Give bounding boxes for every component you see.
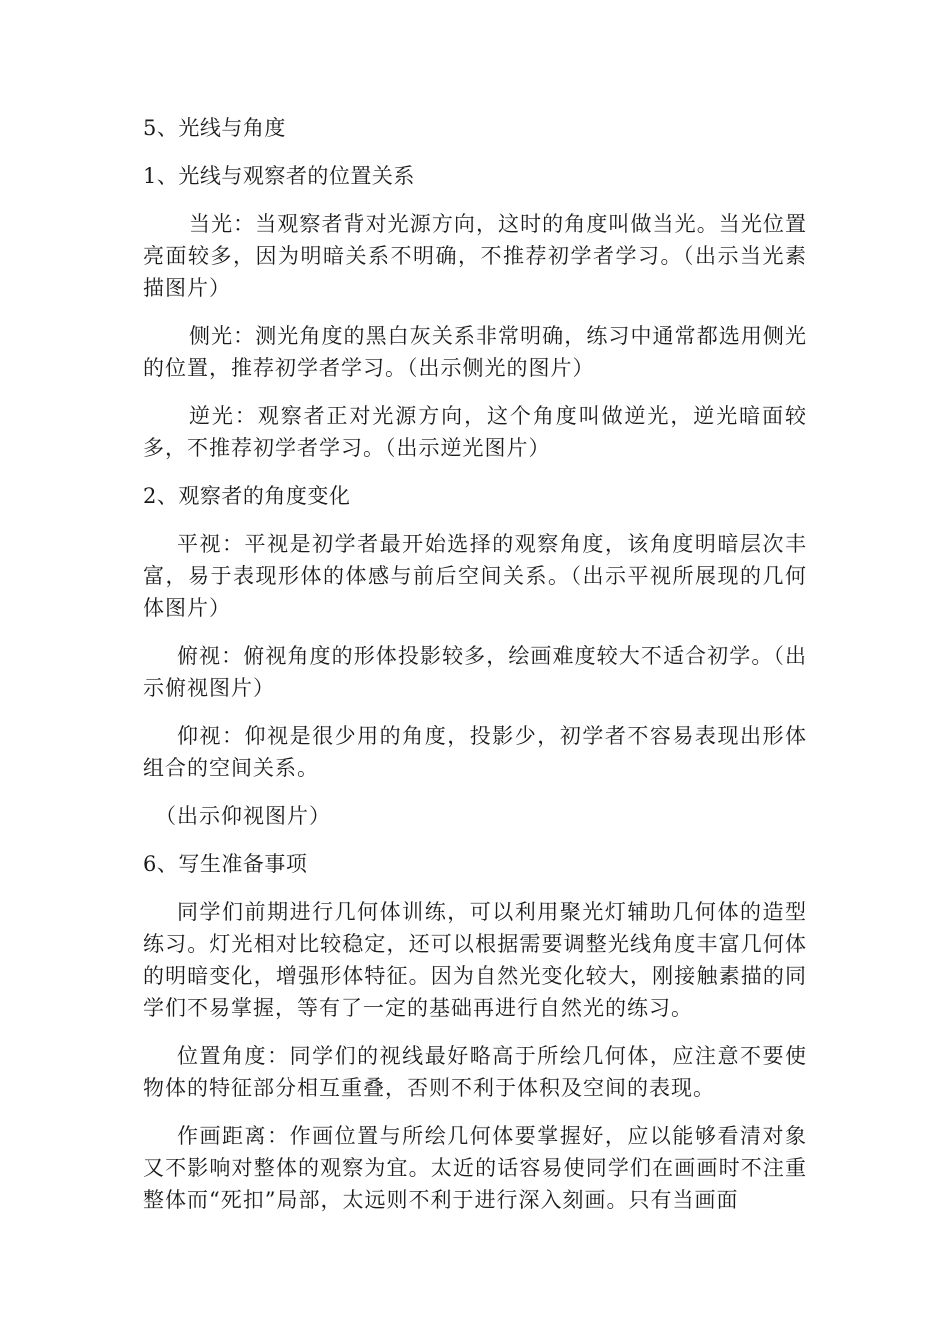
subsection-heading-light-position: 1、光线与观察者的位置关系 [143,164,415,188]
subsection-heading-viewing-angle: 2、观察者的角度变化 [143,484,351,508]
paragraph-side-light: 侧光：测光角度的黑白灰关系非常明确，练习中通常都选用侧光的位置，推荐初学者学习。（出示侧光的图片） [143,324,807,380]
section-heading-5: 5、光线与角度 [143,116,286,140]
paragraph-drawing-distance: 作画距离：作画位置与所绘几何体要掌握好，应以能够看清对象又不影响对整体的观察为宜。太近的话容易使同学们在画画时不注重整体而“死扣”局部，太远则不利于进行深入刻画。只有当画面 [143,1124,807,1212]
paragraph-low-view-note: （出示仰视图片） [155,804,331,828]
section-heading-6: 6、写生准备事项 [143,852,308,876]
document-page [143,112,807,1232]
paragraph-top-view: 俯视：俯视角度的形体投影较多，绘画难度较大不适合初学。（出示俯视图片） [143,644,807,700]
paragraph-eye-level: 平视：平视是初学者最开始选择的观察角度，该角度明暗层次丰富，易于表现形体的体感与前后空间关系。（出示平视所展现的几何体图片） [143,532,807,620]
paragraph-back-light: 逆光：观察者正对光源方向，这个角度叫做逆光，逆光暗面较多，不推荐初学者学习。（出示逆光图片） [143,404,807,460]
paragraph-spotlight-practice: 同学们前期进行几何体训练，可以利用聚光灯辅助几何体的造型练习。灯光相对比较稳定，还可以根据需要调整光线角度丰富几何体的明暗变化，增强形体特征。因为自然光变化较大，刚接触素描的同学们不易掌握，等有了一定的基础再进行自然光的练习。 [143,900,807,1020]
paragraph-low-view: 仰视：仰视是很少用的角度，投影少，初学者不容易表现出形体组合的空间关系。 [143,724,807,780]
paragraph-position-angle: 位置角度：同学们的视线最好略高于所绘几何体，应注意不要使物体的特征部分相互重叠，否则不利于体积及空间的表现。 [143,1044,807,1100]
paragraph-front-light: 当光：当观察者背对光源方向，这时的角度叫做当光。当光位置亮面较多，因为明暗关系不明确，不推荐初学者学习。（出示当光素描图片） [143,212,807,300]
